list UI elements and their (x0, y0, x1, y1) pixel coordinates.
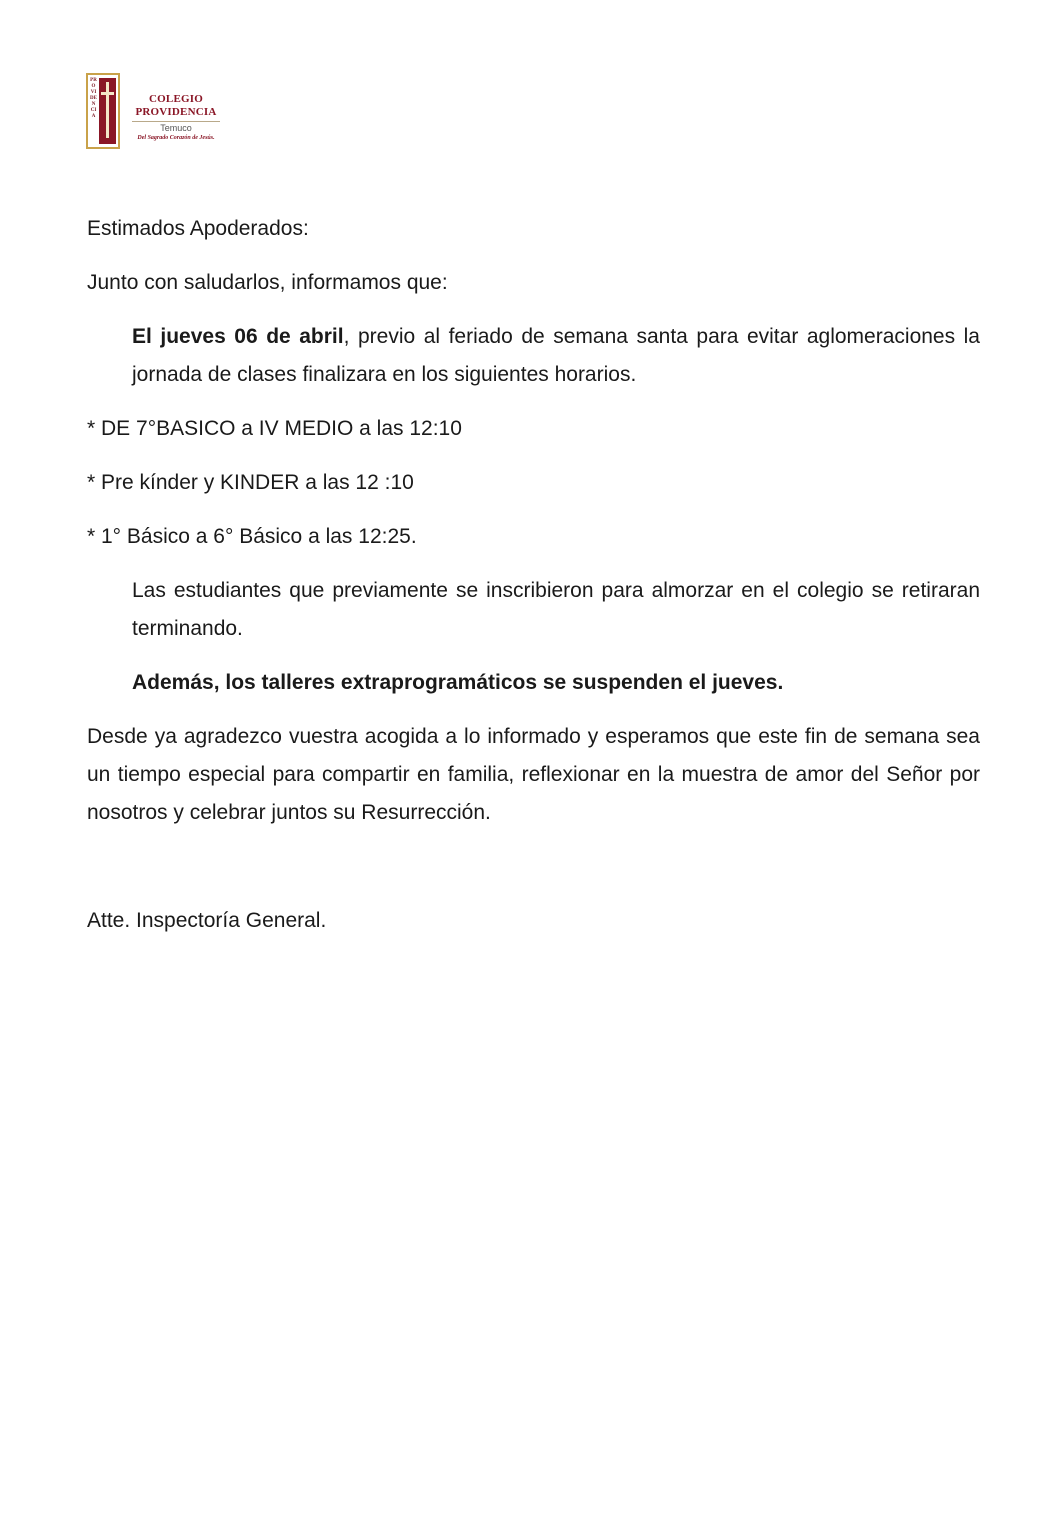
lunch-note: Las estudiantes que previamente se inscribieron para almorzar en el colegio se retiraran terminando. (132, 579, 980, 640)
logo-divider (132, 121, 220, 122)
logo-line-city: Temuco (160, 123, 192, 133)
schedule-item: * DE 7°BASICO a IV MEDIO a las 12:10 (87, 417, 462, 440)
school-logo (86, 73, 226, 153)
logo-wordmark (126, 93, 226, 143)
greeting: Estimados Apoderados: (87, 217, 309, 240)
notice-date: El jueves 06 de abril (132, 325, 344, 348)
notice-text: , previo al feriado de semana santa para evitar aglomeraciones la jornada de clases finalizara en los siguientes horarios. (132, 325, 980, 386)
cross-emblem-icon (86, 73, 120, 149)
closing-paragraph: Desde ya agradezco vuestra acogida a lo informado y esperamos que este fin de semana sea un tiempo especial para compartir en familia, reflexionar en la muestra de amor del Señor por nosotros y celebrar juntos su Resurrección. (87, 725, 980, 824)
schedule-item: * 1° Básico a 6° Básico a las 12:25. (87, 525, 417, 548)
signature: Atte. Inspectoría General. (87, 909, 327, 932)
logo-line-providencia: PROVIDENCIA (135, 106, 217, 118)
logo-vertical-text: PROVIDENCIA (90, 78, 97, 119)
logo-line-colegio: COLEGIO (149, 93, 203, 105)
schedule-item: * Pre kínder y KINDER a las 12 :10 (87, 471, 414, 494)
logo-line-motto: Del Sagrado Corazón de Jesús. (137, 135, 215, 141)
workshops-note: Además, los talleres extraprogramáticos se suspenden el jueves. (132, 671, 784, 694)
intro-line: Junto con saludarlos, informamos que: (87, 271, 448, 294)
letter-body (87, 210, 980, 956)
notice-paragraph (87, 318, 980, 394)
cross-panel (99, 78, 116, 144)
